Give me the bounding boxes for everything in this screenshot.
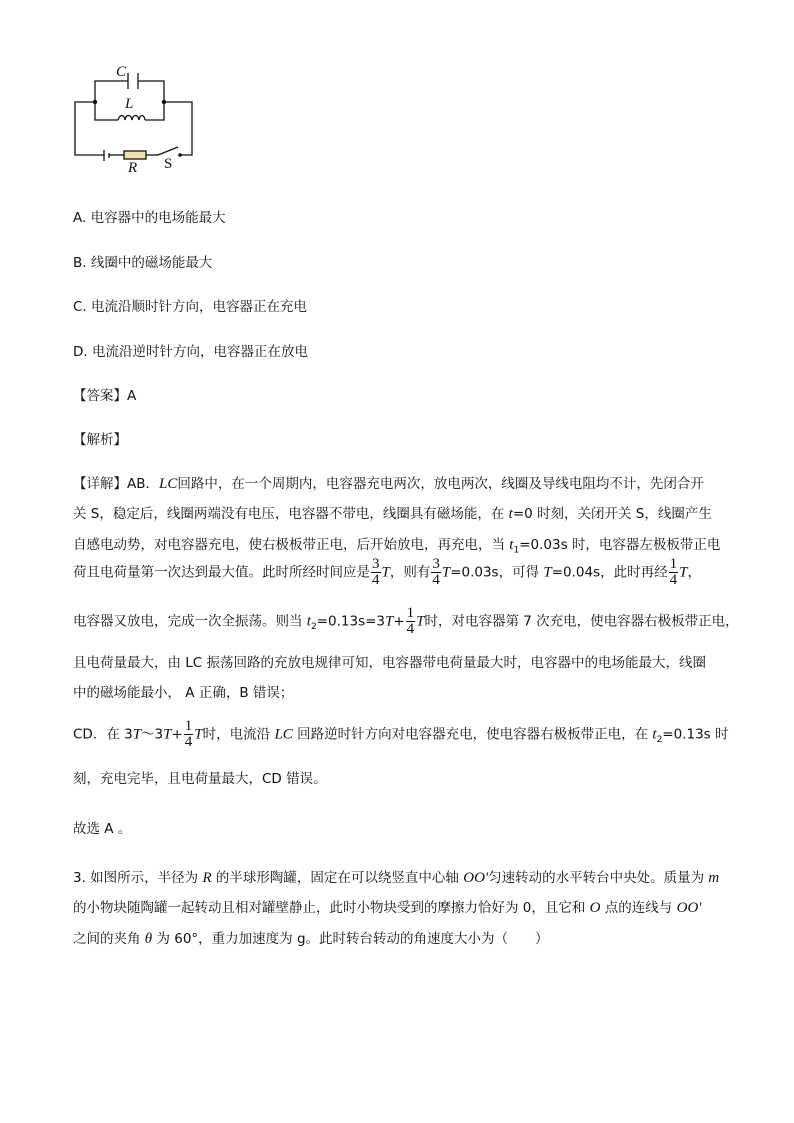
text: 时，对电容器第 7 次充电，使电容器右极板带正电， — [424, 613, 739, 630]
answer-tag: 【答案】 — [73, 388, 127, 404]
t-symbol: t — [306, 613, 311, 630]
text: + — [171, 726, 183, 743]
period-symbol: T — [679, 564, 688, 581]
option-c — [73, 295, 307, 315]
option-text: 电流沿顺时针方向，电容器正在充电 — [91, 299, 308, 315]
text: 荷且电荷量第一次达到最大值。此时所经时间应是 — [73, 564, 370, 581]
numerator: 1 — [669, 556, 678, 572]
text: CD．在 3 — [73, 726, 133, 743]
option-b — [73, 251, 212, 271]
answer-line — [73, 384, 136, 404]
capacitor-label: C — [116, 64, 127, 80]
text: 之间的夹角 — [73, 931, 145, 947]
text: 回路逆时针方向对电容器充电，使电容器右极板带正电，在 — [292, 726, 653, 743]
axis-symbol: OO' — [463, 870, 489, 886]
option-letter: B. — [73, 255, 87, 271]
theta-symbol: θ — [144, 931, 153, 947]
text: 的小物块随陶罐一起转动且相对罐壁静止，此时小物块受到的摩擦力恰好为 0，且它和 — [73, 900, 590, 916]
text: 的半球形陶罐，固定在可以绕竖直中心轴 — [211, 870, 464, 886]
period-symbol: T — [381, 564, 390, 581]
text: =0.03s，可得 — [450, 564, 544, 581]
period-symbol: T — [194, 726, 203, 743]
subscript: 2 — [310, 622, 317, 633]
numerator: 3 — [432, 556, 440, 572]
text: 电容器又放电，完成一次全振荡。则当 — [73, 613, 307, 630]
text: =0.04s，此时再经 — [551, 564, 668, 581]
detail-cd-line-2: 刻，充电完毕，且电荷量最大，CD 错误。 — [73, 771, 327, 787]
detail-line-4 — [73, 557, 701, 588]
text: =0.03s 时，电容器左极板带正电 — [519, 537, 721, 553]
fraction-1-4 — [184, 719, 194, 750]
detail-line-2 — [73, 502, 712, 523]
period-symbol: T — [543, 564, 552, 581]
answer-value: A — [127, 388, 137, 404]
text: =0 时刻，关闭开关 S，线圈产生 — [512, 506, 712, 522]
option-letter: D. — [73, 344, 88, 360]
text: 自感电动势，对电容器充电，使右极板带正电，后开始放电，再充电，当 — [73, 537, 510, 553]
lc-symbol: LC — [159, 476, 178, 492]
fraction-3-4 — [371, 557, 381, 588]
text: =0.13s 时 — [662, 726, 729, 743]
option-text: 线圈中的磁场能最大 — [90, 255, 213, 271]
period-symbol: T — [416, 613, 425, 630]
option-d — [73, 340, 308, 360]
denominator: 4 — [372, 572, 380, 588]
text: 回路中，在一个周期内，电容器充电两次，放电两次，线圈及导线电阻均不计，先闭合开 — [177, 476, 704, 492]
mass-symbol: m — [708, 870, 720, 886]
text: AB． — [127, 476, 159, 492]
period-symbol: T — [385, 613, 394, 630]
detail-line-5 — [73, 606, 739, 637]
numerator: 3 — [372, 556, 380, 572]
analysis-tag: 【解析】 — [73, 432, 127, 448]
numerator: 1 — [406, 605, 415, 621]
period-symbol: T — [163, 726, 172, 743]
subscript: 1 — [513, 545, 520, 556]
radius-symbol: R — [202, 870, 212, 886]
q3-line-3 — [73, 927, 549, 948]
numerator: 1 — [184, 718, 193, 734]
option-letter: A. — [73, 210, 87, 226]
denominator: 4 — [406, 621, 415, 637]
text: ，则有 — [389, 564, 431, 581]
denominator: 4 — [432, 572, 440, 588]
text: + — [393, 613, 405, 630]
option-text: 电流沿逆时针方向，电容器正在放电 — [91, 344, 308, 360]
text: 时，电流沿 — [202, 726, 275, 743]
period-symbol: T — [132, 726, 142, 743]
comma: ， — [687, 564, 701, 581]
detail-line-7: 中的磁场能最小， A 正确，B 错误； — [73, 685, 294, 701]
period-symbol: T — [441, 564, 451, 581]
detail-cd-line-1 — [73, 719, 729, 750]
conclusion: 故选 A 。 — [73, 821, 132, 837]
q3-line-1 — [73, 866, 719, 887]
lc-symbol: LC — [274, 726, 293, 743]
t-symbol: t — [652, 726, 657, 743]
denominator: 4 — [184, 734, 193, 750]
option-a — [73, 206, 226, 226]
axis-symbol: OO' — [676, 900, 702, 916]
t-symbol: t — [508, 506, 513, 522]
detail-tag: 【详解】 — [73, 476, 127, 492]
t-symbol: t — [509, 537, 514, 553]
detail-line-6: 且电荷量最大，由 LC 振荡回路的充放电规律可知，电容器带电荷量最大时，电容器中的电场能最大，线圈 — [73, 655, 707, 671]
detail-line-1 — [73, 472, 704, 493]
text: 匀速转动的水平转台中央处。质量为 — [488, 870, 709, 886]
text: 3. 如图所示，半径为 — [73, 870, 203, 886]
text: =0.13s=3 — [316, 613, 386, 630]
resistor-label: R — [128, 160, 138, 176]
fraction-1-4 — [406, 606, 416, 637]
inductor-label: L — [125, 96, 134, 112]
point-o-symbol: O — [589, 900, 601, 916]
detail-line-3 — [73, 533, 720, 556]
fraction-3-4 — [431, 557, 441, 588]
option-text: 电容器中的电场能最大 — [90, 210, 226, 226]
text: 关 S，稳定后，线圈两端没有电压，电容器不带电，线圈具有磁场能，在 — [73, 506, 509, 522]
fraction-1-4 — [669, 557, 679, 588]
text: ～3 — [141, 726, 164, 743]
text: 为 60°，重力加速度为 g。此时转台转动的角速度大小为（ ） — [152, 931, 549, 947]
option-letter: C. — [73, 299, 87, 315]
subscript: 2 — [656, 735, 663, 746]
switch-label: S — [164, 156, 173, 172]
text: 点的连线与 — [600, 900, 677, 916]
denominator: 4 — [669, 572, 678, 588]
q3-line-2 — [73, 896, 701, 917]
